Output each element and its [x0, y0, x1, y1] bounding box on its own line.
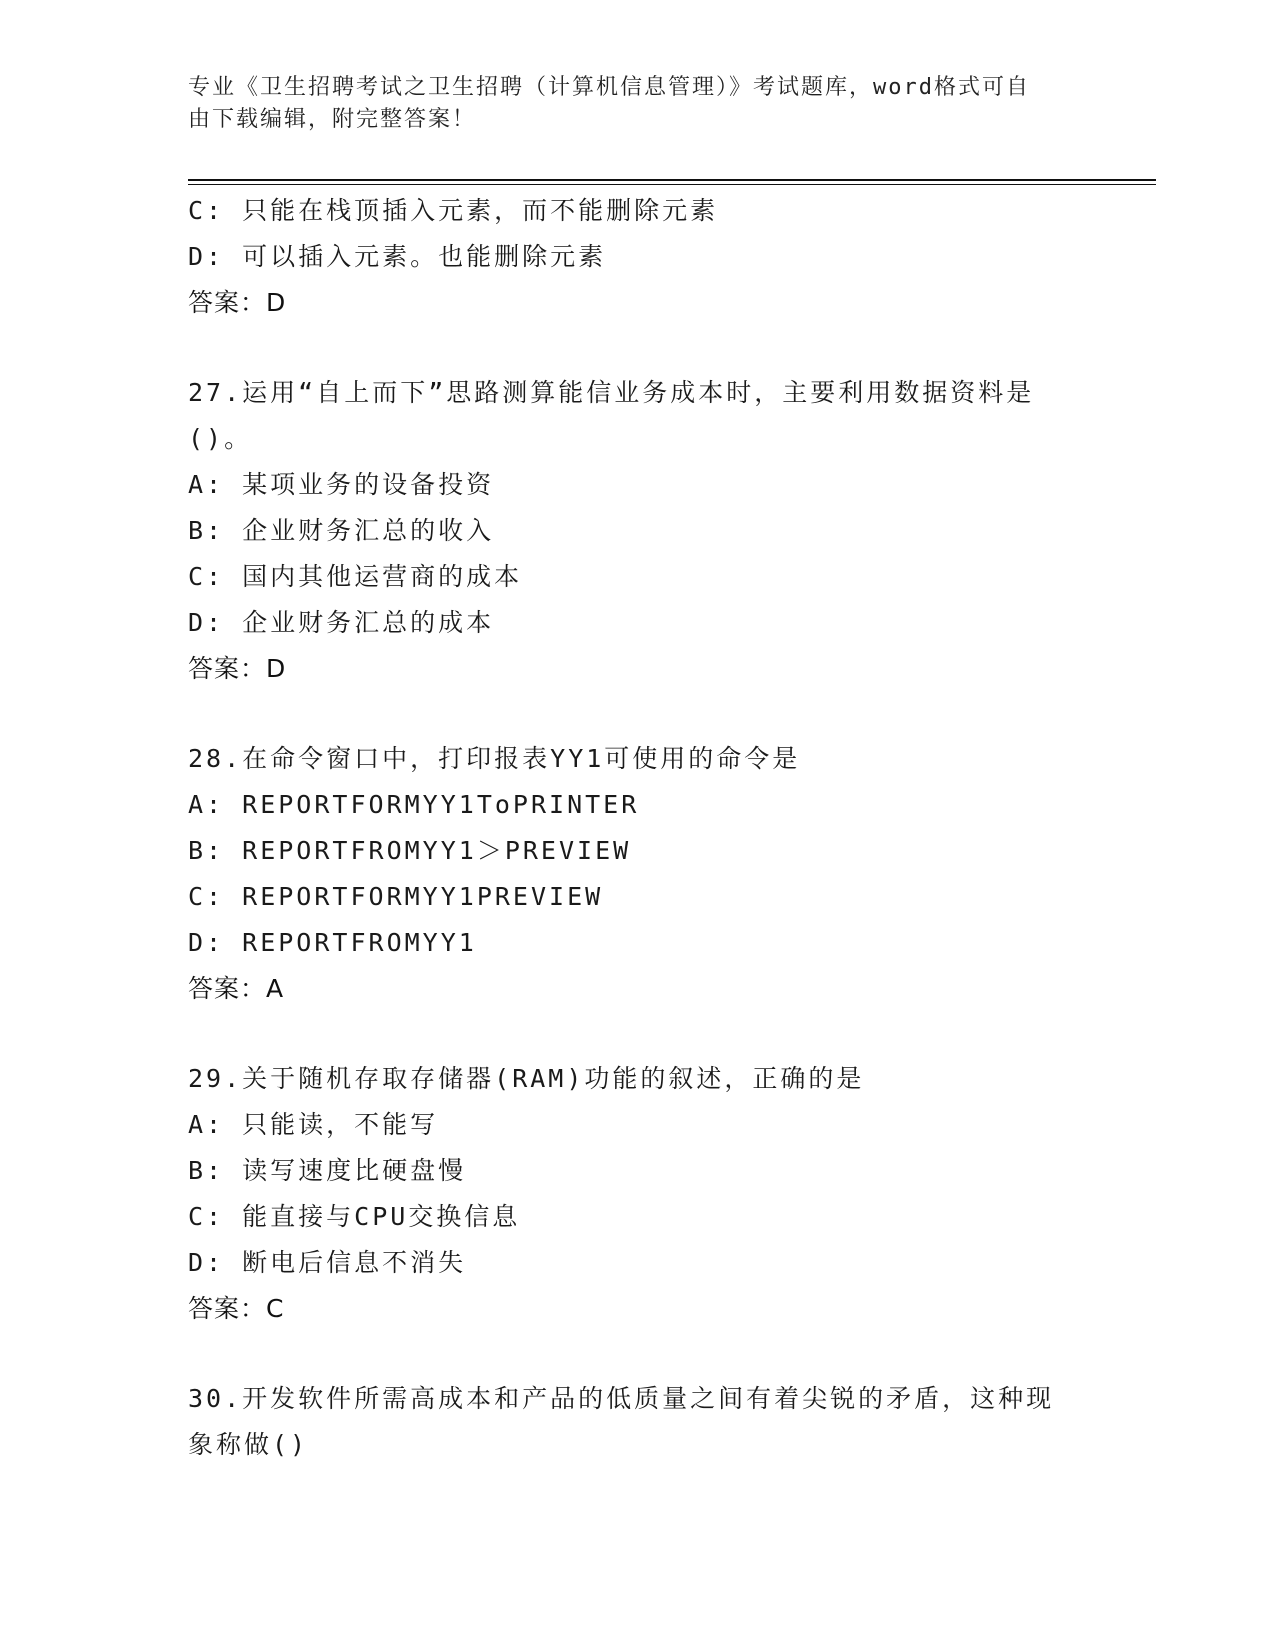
question-26: [188, 188, 1088, 326]
document-header: [188, 72, 1088, 136]
option-d: D: REPORTFROMYY1: [188, 928, 477, 957]
header-line-1: 专业《卫生招聘考试之卫生招聘（计算机信息管理）》考试题库，word格式可自: [188, 75, 1030, 100]
question-stem-line-1: 27.运用“自上而下”思路测算能信业务成本时，主要利用数据资料是: [188, 378, 1035, 407]
spacer: [188, 1012, 1088, 1056]
option-d: D: 企业财务汇总的成本: [188, 608, 495, 637]
question-stem: [188, 1376, 1088, 1468]
question-stem: [188, 736, 1088, 782]
question-30: [188, 1376, 1088, 1468]
option-c: C: 能直接与CPU交换信息: [188, 1202, 521, 1231]
question-stem: [188, 1056, 1088, 1102]
answer-line: 答案：A: [188, 974, 285, 1003]
question-stem-line-1: 28.在命令窗口中，打印报表YY1可使用的命令是: [188, 744, 801, 773]
option-b: B: 企业财务汇总的收入: [188, 516, 495, 545]
option-d: D: 可以插入元素。也能删除元素: [188, 242, 607, 271]
option-a: A: 某项业务的设备投资: [188, 470, 495, 499]
spacer: [188, 326, 1088, 370]
option-b: B: REPORTFROMYY1＞PREVIEW: [188, 836, 632, 865]
question-stem-line-1: 29.关于随机存取存储器(RAM)功能的叙述，正确的是: [188, 1064, 865, 1093]
header-line-2: 由下载编辑，附完整答案！: [188, 107, 477, 132]
question-27: [188, 370, 1088, 692]
answer-line: 答案：C: [188, 1294, 285, 1323]
header-divider: [188, 179, 1156, 181]
question-28: [188, 736, 1088, 1012]
spacer: [188, 1332, 1088, 1376]
header-divider-thin: [188, 184, 1156, 185]
option-c: C: REPORTFORMYY1PREVIEW: [188, 882, 604, 911]
option-c: C: 国内其他运营商的成本: [188, 562, 523, 591]
question-stem-line-2: ()。: [188, 424, 253, 453]
question-stem: [188, 370, 1088, 462]
option-a: A: 只能读，不能写: [188, 1110, 439, 1139]
option-c: C: 只能在栈顶插入元素，而不能删除元素: [188, 196, 719, 225]
spacer: [188, 692, 1088, 736]
option-b: B: 读写速度比硬盘慢: [188, 1156, 467, 1185]
question-list: [188, 188, 1088, 1468]
option-d: D: 断电后信息不消失: [188, 1248, 467, 1277]
answer-line: 答案：D: [188, 288, 287, 317]
question-stem-line-2: 象称做(): [188, 1430, 309, 1459]
answer-line: 答案：D: [188, 654, 287, 683]
option-a: A: REPORTFORMYY1ToPRINTER: [188, 790, 640, 819]
question-29: [188, 1056, 1088, 1332]
question-stem-line-1: 30.开发软件所需高成本和产品的低质量之间有着尖锐的矛盾，这种现: [188, 1384, 1055, 1413]
